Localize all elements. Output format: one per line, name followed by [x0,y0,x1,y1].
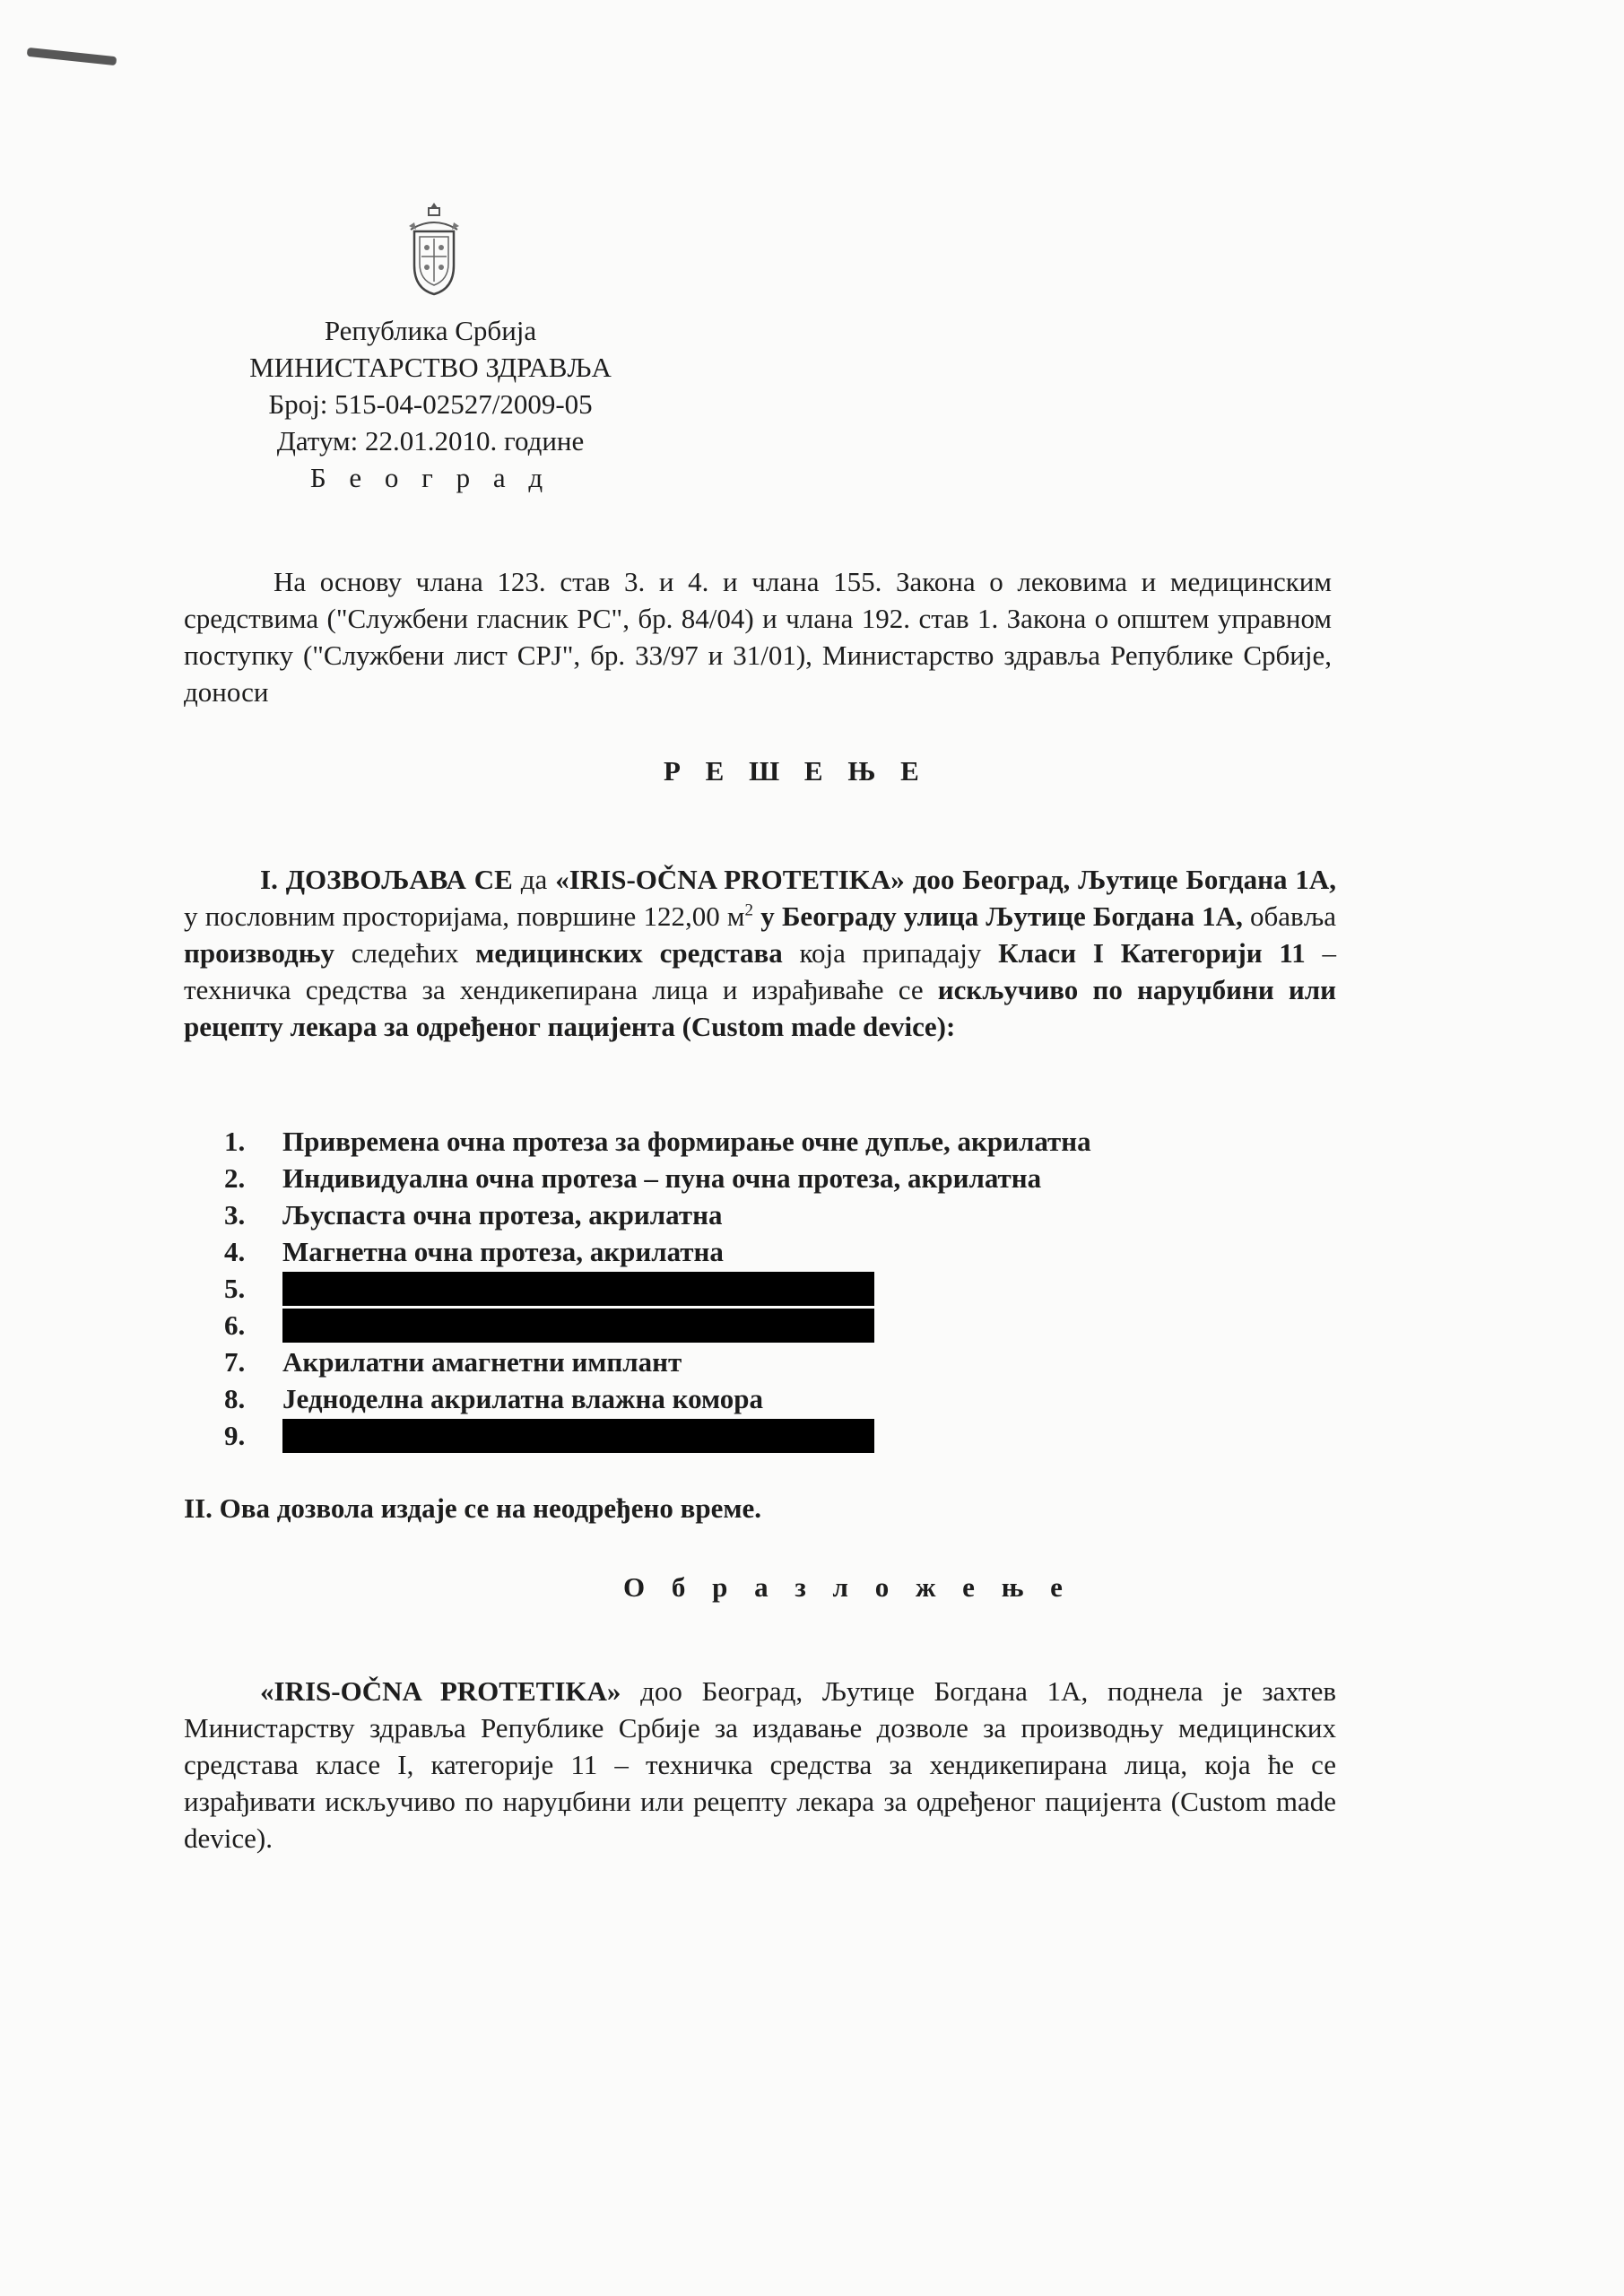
country-name: Република Србија [324,315,537,346]
section-1-class: Класи I Категорији 11 [998,937,1306,969]
list-item: 9. [224,1417,1091,1454]
explanation-company: «IRIS-OČNA PROTETIKA» [260,1675,621,1707]
section-1-heading: I. ДОЗВОЉАВА СЕ [260,864,513,895]
list-item: 6. [224,1307,1091,1344]
document-number: Број: 515-04-02527/2009-05 [268,388,593,420]
list-item: 2. Индивидуална очна протеза – пуна очна протеза, акрилатна [224,1162,1042,1194]
list-item: 7. Акрилатни амагнетни имплант [224,1346,682,1378]
ministry-name: МИНИСТАРСТВО ЗДРАВЉА [249,352,612,383]
explanation-text: доо Београд, Љутице Богдана 1А, поднела је захтев Министарству здравља Републике Србије за издавање дозволе за производњу медицинских средстава класе I, категорије 11 – техничка средства за хендикепирана лица, која ће се израђивати искључиво по наруџбини или рецепту лекара за одређеног пацијента (Custom made device). [184,1675,1336,1854]
list-item: 1. Привремена очна протеза за формирање очне дупље, акрилатна [224,1126,1091,1157]
section-1-custom-made: искључиво по наруџбини или рецепту лекара за одређеног пацијента (Custom made device): [184,974,1336,1042]
section-1-text: обавља [1242,900,1336,932]
area-unit-sup: 2 [744,900,754,920]
section-1-text: следећих [334,937,476,969]
section-1-text: – техничка средства за хендикепирана лица и израђиваће се [184,937,1337,1005]
redaction-bar [282,1309,874,1343]
document-city: Б е о г р а д [309,462,551,493]
list-item: 4. Магнетна очна протеза, акрилатна [224,1236,724,1267]
section-1-location: у Београду улица Љутице Богдана 1А, [753,900,1243,932]
redaction-bar [282,1419,874,1453]
scan-mark [27,48,117,65]
intro-text: На основу члана 123. став 3. и 4. и члана 155. Закона о лековима и медицинским средствима ("Службени гласник РС", бр. 84/04) и члана 192. став 1. Закона о општем управном поступку ("Службени лист СРЈ", бр. 33/97 и 31/01), Министарство здравља Републике Србије, доноси [184,566,1332,708]
document-date: Датум: 22.01.2010. године [276,425,585,457]
list-item: 5. [224,1270,1091,1307]
section-1-devices: медицинских средстава [475,937,783,969]
list-item: 8. Једноделна акрилатна влажна комора [224,1383,763,1414]
explanation-title: О б р а з л о ж е њ е [623,1571,1073,1603]
section-2: II. Ова дозвола издаје се на неодређено време. [184,1492,761,1524]
redaction-bar [282,1272,874,1306]
company-name: «IRIS-OČNA PROTETIKA» доо Београд, Љутице Богдана 1А, [555,864,1336,895]
section-1-text: која припадају [782,937,999,969]
section-1-paragraph [184,861,1336,1045]
list-item: 3. Љуспаста очна протеза, акрилатна [224,1199,723,1231]
section-1-text: да [512,864,556,895]
device-list [224,1123,1091,1454]
document-header [206,312,655,496]
coat-of-arms-icon [402,199,466,298]
section-1-production: производњу [184,937,334,969]
explanation-paragraph [184,1673,1336,1857]
intro-paragraph [184,563,1332,710]
section-1-text: у пословним просторијама, површине 122,00 м [184,900,745,932]
decision-title: Р Е Ш Е Њ Е [664,755,928,787]
